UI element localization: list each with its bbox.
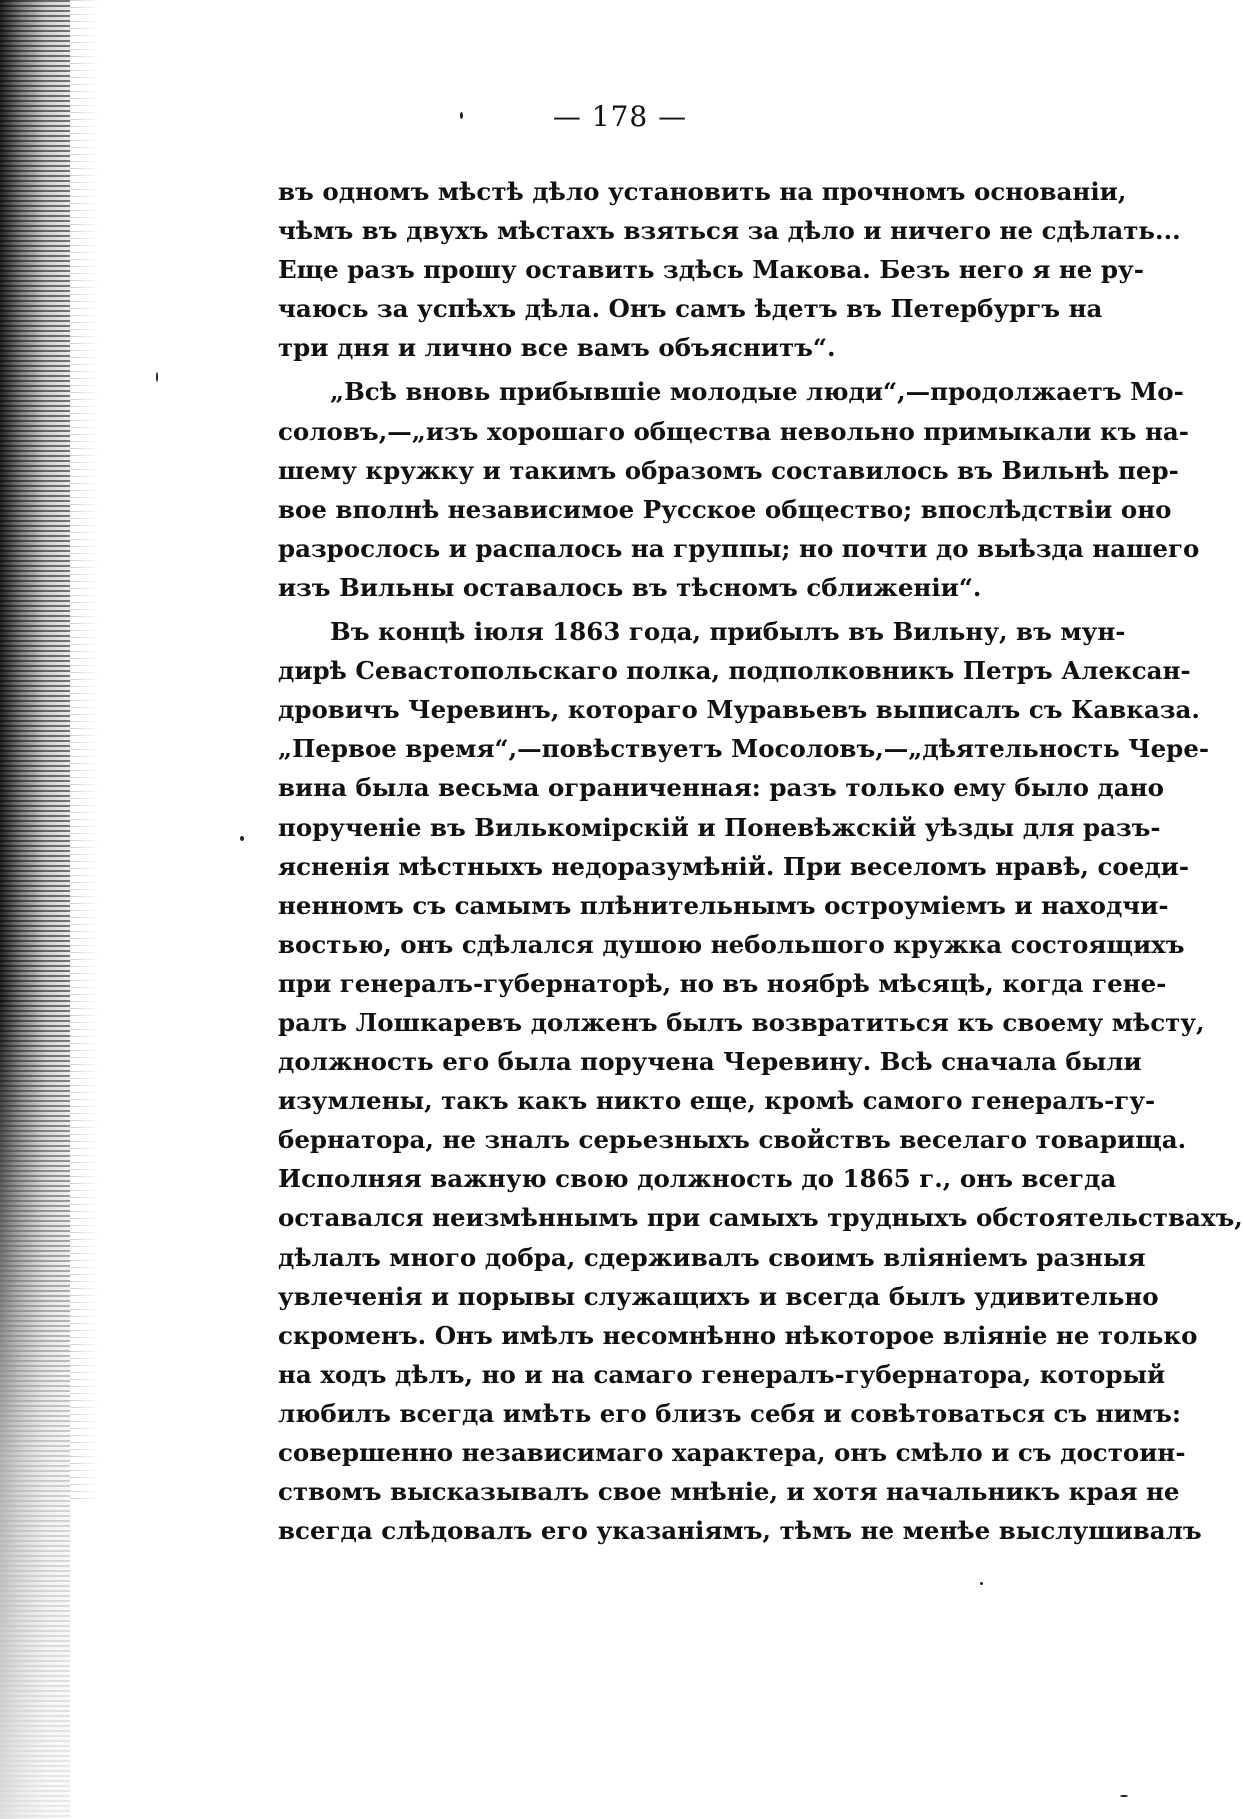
scan-speck [1120,1795,1128,1797]
text-line: скроменъ. Онъ имѣлъ несомнѣнно нѣкоторое вліяніе не только [278,1320,1198,1350]
paragraph [278,612,1243,1550]
text-line: любилъ всегда имѣть его близъ себя и совѣтоваться съ нимъ: [278,1398,1181,1428]
text-line: соловъ,—„изъ хорошаго общества невольно примыкали къ на- [278,416,1189,446]
text-line: шему кружку и такимъ образомъ составилось въ Вильнѣ пер- [278,455,1179,485]
scan-speck [980,1582,983,1585]
text-line: дровичъ Черевинъ, котораго Муравьевъ выписалъ съ Кавказа. [278,695,1200,725]
text-line: вое вполнѣ независимое Русское общество; впослѣдствіи оно [278,494,1172,524]
text-line: ненномъ съ самымъ плѣнительнымъ остроуміемъ и находчи- [278,890,1169,920]
text-line: востью, онъ сдѣлался душою небольшого кружка состоящихъ [278,929,1185,959]
scan-speck [460,112,463,119]
text-line: Исполняя важную свою должность до 1865 г., онъ всегда [278,1164,1117,1194]
text-line: чѣмъ въ двухъ мѣстахъ взяться за дѣло и ничего не сдѣлать... [278,216,1181,246]
text-line: дирѣ Севастопольскаго полка, подполковникъ Петръ Алексан- [278,656,1191,686]
text-line: на ходъ дѣлъ, но и на самаго генералъ-губернатора, который [278,1359,1166,1389]
text-line: при генералъ-губернаторѣ, но въ ноябрѣ мѣсяцѣ, когда гене- [278,968,1167,998]
scan-speck [156,372,158,382]
text-line: разрослось и распалось на группы; но почти до выѣзда нашего [278,533,1200,563]
text-line: Еще разъ прошу оставить здѣсь Макова. Безъ него я не ру- [278,255,1144,285]
text-line: изумлены, такъ какъ никто еще, кромѣ самого генералъ-гу- [278,1086,1156,1116]
text-line: оставался неизмѣннымъ при самыхъ трудныхъ обстоятельствахъ, [278,1203,1243,1233]
scan-edge-noise [70,0,100,1500]
text-line: изъ Вильны оставалось въ тѣсномъ сближеніи“. [278,572,982,602]
text-line: ствомъ высказывалъ свое мнѣніе, и хотя начальникъ края не [278,1477,1180,1507]
text-line: чаюсь за успѣхъ дѣла. Онъ самъ ѣдетъ въ Петербургъ на [278,294,1103,324]
text-line: должность его была поручена Черевину. Всѣ сначала были [278,1047,1142,1077]
text-line: „Первое время“,—повѣствуетъ Мосоловъ,—„дѣятельность Чере- [278,734,1210,764]
body-text [278,172,1243,1550]
text-line: три дня и лично все вамъ объяснитъ“. [278,333,836,363]
text-line: ясненія мѣстныхъ недоразумѣній. При веселомъ нравѣ, соеди- [278,851,1189,881]
paragraph [278,372,1200,607]
text-line: порученіе въ Вилькомірскій и Поневѣжскій уѣзды для разъ- [278,812,1161,842]
text-line: въ одномъ мѣстѣ дѣло установить на прочномъ основаніи, [278,177,1127,206]
scan-speck [240,836,244,841]
text-line: бернатора, не зналъ серьезныхъ свойствъ веселаго товарища. [278,1125,1187,1155]
text-line: вина была весьма ограниченная: разъ только ему было дано [278,773,1164,803]
text-line: всегда слѣдовалъ его указаніямъ, тѣмъ не менѣе выслушивалъ [278,1516,1202,1546]
text-line: Въ концѣ іюля 1863 года, прибылъ въ Вильну, въ мун- [330,617,1126,647]
text-line: увлеченія и порывы служащихъ и всегда былъ удивительно [278,1281,1159,1311]
scan-edge-shadow [0,0,70,1819]
page-number: — 178 — [552,100,688,133]
paragraph [278,172,1181,367]
text-line: ралъ Лошкаревъ долженъ былъ возвратиться къ своему мѣсту, [278,1007,1205,1037]
text-line: „Всѣ вновь прибывшіе молодые люди“,—продолжаетъ Мо- [330,377,1184,407]
text-line: совершенно независимаго характера, онъ смѣло и съ достоин- [278,1438,1186,1467]
text-line: дѣлалъ много добра, сдерживалъ своимъ вліяніемъ разныя [278,1242,1146,1272]
